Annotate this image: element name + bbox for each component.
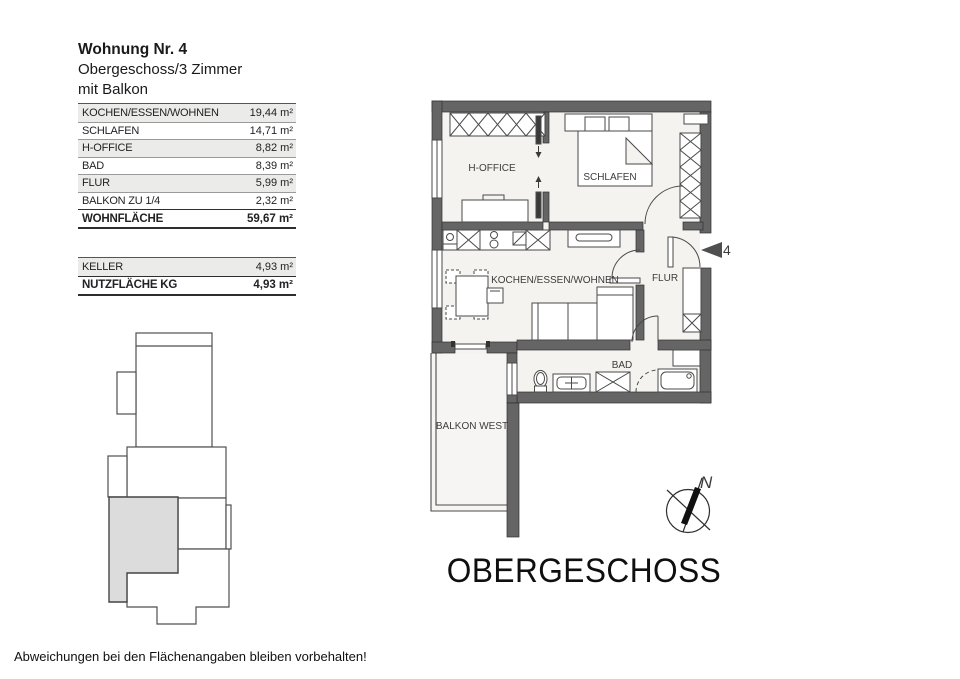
washing-machine [596, 372, 630, 392]
row-value: 14,71 m² [249, 124, 293, 137]
total-value: 4,93 m² [253, 279, 293, 291]
total-value: 59,67 m² [246, 212, 293, 225]
area-table [78, 103, 296, 229]
entrance-arrow-icon [701, 242, 722, 258]
row-label: BALKON ZU 1/4 [82, 194, 161, 207]
row-value: 4,93 m² [255, 260, 293, 273]
kitchen-counter [443, 230, 550, 250]
north-label: N [700, 473, 713, 492]
entrance-marker [701, 242, 731, 258]
sideboard [568, 230, 620, 247]
row-label: BAD [82, 159, 105, 172]
row-value: 5,99 m² [255, 177, 293, 190]
total-label: WOHNFLÄCHE [82, 212, 164, 225]
compass-icon [667, 473, 714, 533]
label-kochen: KOCHEN/ESSEN/WOHNEN [491, 275, 619, 286]
wardrobe-h-office [450, 113, 545, 136]
row-value: 8,82 m² [255, 142, 293, 155]
window-kitchen [432, 250, 442, 308]
table-total-row [78, 276, 296, 294]
row-label: KELLER [82, 260, 123, 273]
apartment-subtitle-floor: Obergeschoss/3 Zimmer [78, 61, 243, 78]
floor-label: OBERGESCHOSS [446, 552, 722, 590]
row-label: H-OFFICE [82, 142, 133, 155]
label-flur: FLUR [651, 273, 679, 284]
row-value: 19,44 m² [249, 106, 293, 119]
table-row [78, 104, 296, 122]
row-label: SCHLAFEN [82, 124, 140, 137]
window-h-office [432, 140, 442, 198]
vanity-sink [553, 374, 590, 392]
table-row [78, 122, 296, 140]
apartment-subtitle-balcony: mit Balkon [78, 81, 149, 98]
table-total-row [78, 209, 296, 227]
apartment-title: Wohnung Nr. 4 [78, 41, 188, 58]
table-row [78, 258, 296, 276]
label-bad: BAD [611, 360, 633, 371]
shaft [673, 350, 700, 366]
cellar-table [78, 257, 296, 296]
label-schlafen: SCHLAFEN [583, 172, 637, 183]
flur-cabinet [683, 268, 701, 332]
table-row [78, 139, 296, 157]
window-bad [507, 363, 517, 395]
balcony [431, 353, 507, 511]
total-label: NUTZFLÄCHE KG [82, 279, 178, 291]
floor-plan-drawing [428, 92, 740, 544]
toilet [534, 371, 547, 393]
label-balkon: BALKON WEST [435, 421, 509, 432]
table-row [78, 174, 296, 192]
row-label: FLUR [82, 177, 110, 190]
row-label: KOCHEN/ESSEN/WOHNEN [82, 106, 219, 119]
wall-shelf [684, 114, 708, 124]
key-plan [100, 325, 240, 630]
row-value: 2,32 m² [255, 194, 293, 207]
label-h-office: H-OFFICE [468, 163, 516, 174]
title-block [78, 40, 242, 100]
table-row [78, 192, 296, 210]
table-row [78, 157, 296, 175]
row-value: 8,39 m² [255, 159, 293, 172]
entrance-number: 4 [723, 242, 731, 258]
disclaimer-text: Abweichungen bei den Flächenangaben bleiben vorbehalten! [14, 649, 367, 664]
wardrobe-schlafen [680, 133, 701, 218]
